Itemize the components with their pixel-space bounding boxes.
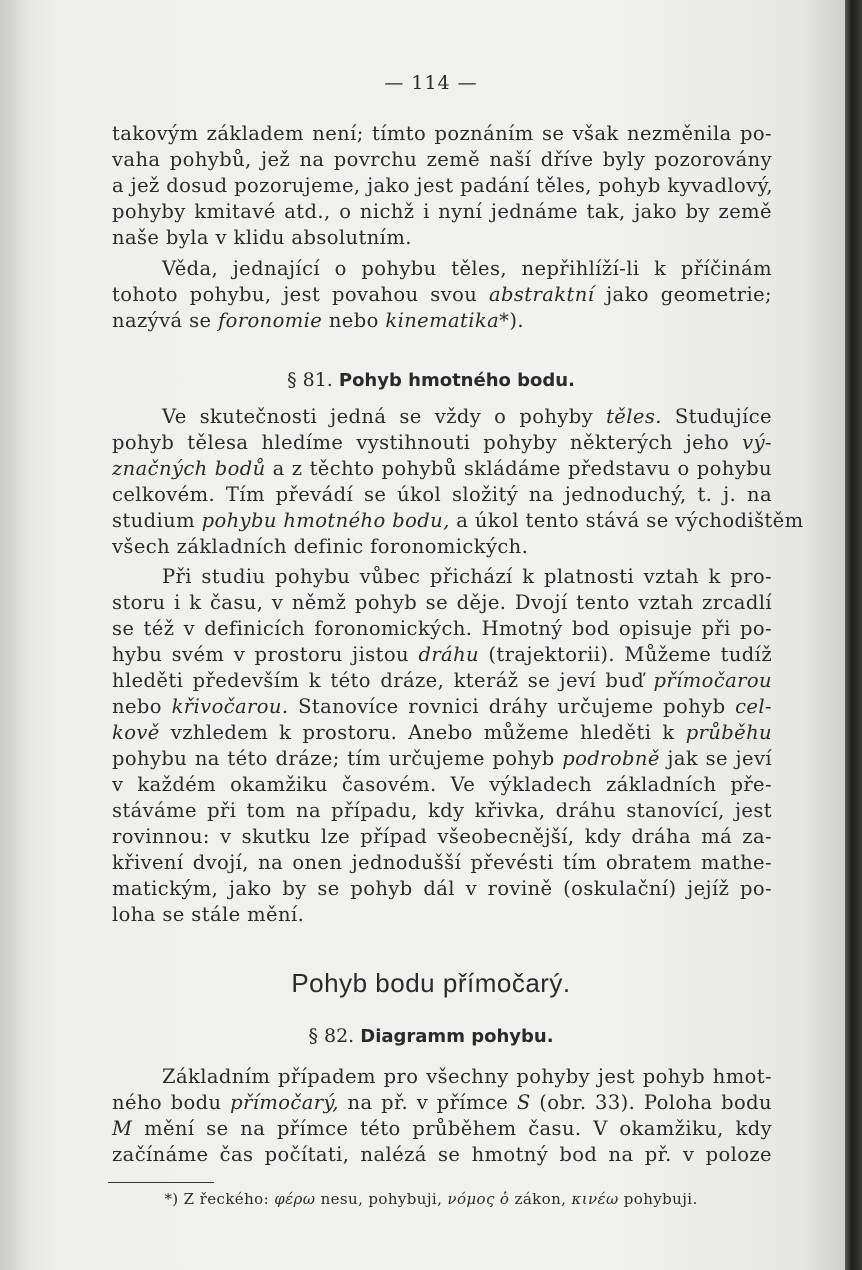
italic-term: M	[112, 1117, 133, 1140]
section-number: § 81.	[287, 369, 333, 391]
greek-word: κινέω	[571, 1190, 619, 1208]
text-span: nebo	[322, 309, 386, 332]
text-span: hybu svém v prostoru jistou	[112, 643, 419, 666]
greek-word: φέρω	[274, 1190, 316, 1208]
text-span: tohoto pohybu, jest povahou svou	[112, 283, 489, 306]
text-line	[112, 309, 772, 332]
text-line: stáváme při tom na případu, kdy křivka, dráhu stanovící, jest	[112, 799, 772, 822]
text-line: Při studiu pohybu vůbec přichází k platnosti vztah k pro-	[162, 565, 772, 588]
text-span: ného bodu	[112, 1091, 231, 1114]
text-line	[112, 1091, 772, 1114]
text-line	[112, 721, 772, 744]
italic-term: foronomie	[218, 309, 323, 332]
text-span: pohybuji.	[618, 1190, 698, 1208]
italic-term: průběhu	[685, 721, 772, 744]
text-span: a z těchto pohybů skládáme představu o pohybu	[265, 457, 772, 480]
text-span: a úkol tento stává se východištěm	[449, 509, 804, 532]
text-span: na př. v přímce	[338, 1091, 517, 1114]
text-line: matickým, jako by se pohyb dál v rovině (oskulační) jejíž po-	[112, 877, 772, 900]
italic-term: kově	[112, 721, 160, 744]
text-line: křivení dvojí, na onen jednodušší převésti tím obratem mathe-	[112, 851, 772, 874]
text-span: mění se na přímce této průběhem času. V okamžiku, kdy	[132, 1117, 772, 1140]
text-line	[112, 283, 772, 306]
footnote-rule	[108, 1182, 214, 1183]
text-line	[112, 747, 772, 770]
text-span: nebo	[112, 695, 172, 718]
text-span: Ve skutečnosti jedná se vždy o pohyby	[162, 405, 607, 428]
italic-term: podrobně	[562, 747, 660, 770]
text-span: studium	[112, 509, 202, 532]
text-line: loha se stále mění.	[112, 903, 305, 926]
text-line	[162, 405, 772, 428]
text-line: se též v definicích foronomických. Hmotný bod opisuje při po-	[112, 617, 772, 640]
page-number: — 114 —	[384, 72, 478, 94]
italic-term: křivočarou.	[171, 695, 289, 718]
italic-term: těles.	[606, 405, 662, 428]
text-line: naše byla v klidu absolutním.	[112, 226, 412, 249]
section-81-heading	[0, 369, 862, 391]
section-title: Pohyb hmotného bodu.	[338, 370, 575, 391]
greek-word: νόμος ὁ	[447, 1190, 510, 1208]
text-span: jak se jeví	[659, 747, 772, 770]
text-line: celkovém. Tím převádí se úkol složitý na jednoduchý, t. j. na	[112, 483, 772, 506]
text-line: Věda, jednající o pohybu těles, nepřihlíží-li k příčinám	[162, 257, 772, 280]
text-line	[112, 695, 772, 718]
text-span: vzhledem k prostoru. Anebo můžeme hleděti k	[159, 721, 686, 744]
text-line: a jež dosud pozorujeme, jako jest padání těles, pohyb kyvadlový,	[112, 174, 773, 197]
text-line	[112, 643, 772, 666]
text-line	[112, 1117, 772, 1140]
text-line	[112, 457, 772, 480]
text-line: takovým základem není; tímto poznáním se však nezměnila po-	[112, 122, 772, 145]
text-line: všech základních definic foronomických.	[112, 535, 529, 558]
section-title: Diagramm pohybu.	[360, 1026, 554, 1047]
italic-term: pohybu hmotného bodu,	[201, 509, 450, 532]
text-line: rovinnou: v skutku lze případ všeobecnější, kdy dráha má za-	[112, 825, 772, 848]
text-line: Základním případem pro všechny pohyby jest pohyb hmot-	[162, 1065, 772, 1088]
text-span: pohybu na této dráze; tím určujeme pohyb	[112, 747, 563, 770]
page-edge-shadow	[845, 0, 862, 1270]
italic-term: cel-	[735, 695, 772, 718]
text-line: začínáme čas počítati, nalézá se hmotný bod na př. v poloze	[112, 1143, 772, 1166]
text-line	[112, 669, 772, 692]
text-line: vaha pohybů, jež na povrchu země naší dříve byly pozorovány	[112, 148, 772, 171]
text-line: storu i k času, v němž pohyb se děje. Dvojí tento vztah zrcadlí	[112, 591, 772, 614]
text-span: *).	[499, 309, 524, 332]
text-span: nesu, pohybuji,	[315, 1190, 448, 1208]
section-82-heading	[0, 1025, 862, 1047]
text-span: (trajektorii). Můžeme tudíž	[479, 643, 772, 666]
text-span: jako geometrie;	[594, 283, 772, 306]
italic-term: značných bodů	[112, 457, 266, 480]
italic-term: kinematika	[385, 309, 500, 332]
text-line	[112, 431, 772, 454]
text-span: (obr. 33). Poloha bodu	[530, 1091, 772, 1114]
italic-term: přímočarý,	[230, 1091, 339, 1114]
italic-term: vý-	[742, 431, 772, 454]
italic-term: dráhu	[418, 643, 479, 666]
footnote	[0, 1190, 862, 1208]
text-span: zákon,	[509, 1190, 572, 1208]
text-span: pohyb tělesa hledíme vystihnouti pohyby některých jeho	[112, 431, 743, 454]
text-line: v každém okamžiku časovém. Ve výkladech základních pře-	[112, 773, 772, 796]
text-span: hleděti především k této dráze, kteráž se jeví buď	[112, 669, 654, 692]
text-line: pohyby kmitavé atd., o nichž i nyní jednáme tak, jako by země	[112, 200, 772, 223]
text-span: Studujíce	[661, 405, 772, 428]
text-span: Stanovíce rovnici dráhy určujeme pohyb	[288, 695, 736, 718]
section-number: § 82.	[308, 1025, 355, 1047]
text-line	[112, 509, 804, 532]
italic-term: přímočarou	[653, 669, 772, 692]
text-span: nazývá se	[112, 309, 219, 332]
text-span: *) Z řeckého:	[164, 1190, 275, 1208]
chapter-title: Pohyb bodu přímočarý.	[291, 968, 571, 998]
italic-term: abstraktní	[488, 283, 595, 306]
italic-term: S	[516, 1091, 531, 1114]
